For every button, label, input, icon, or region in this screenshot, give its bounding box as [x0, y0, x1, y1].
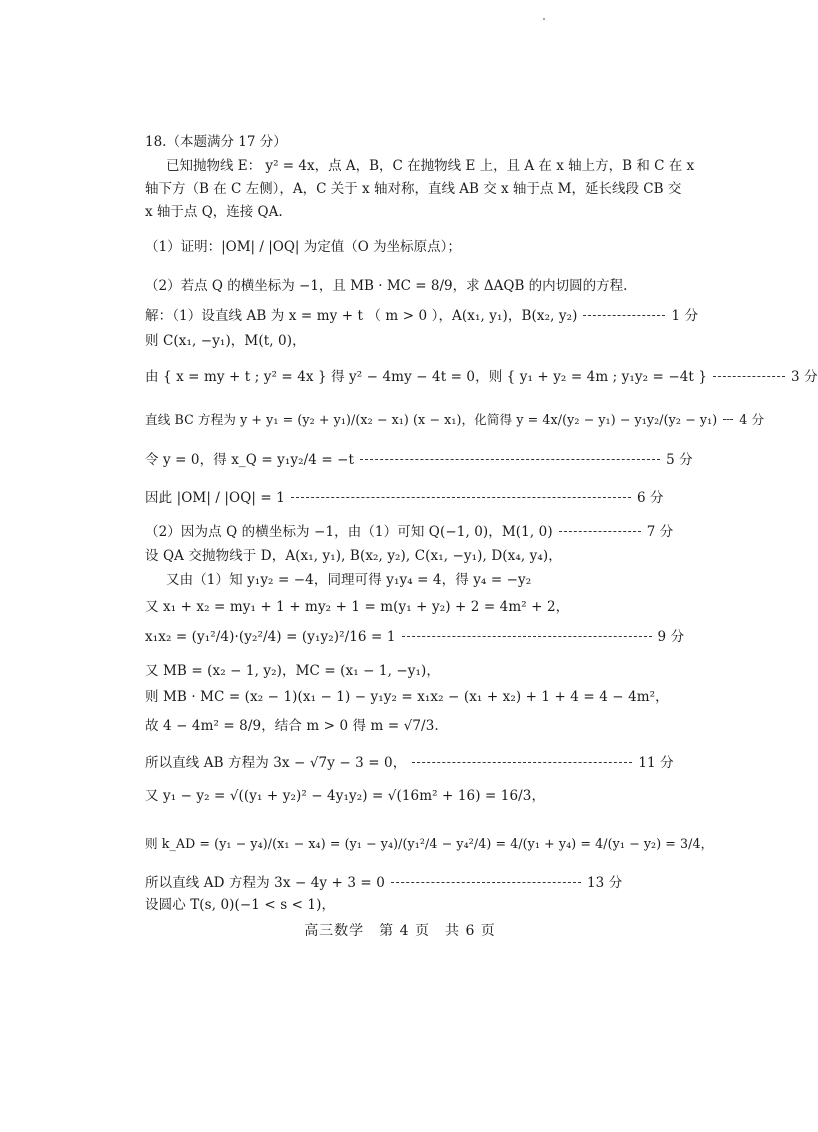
- solution-line-15-text: 所以直线 AB 方程为 3x − √7y − 3 = 0，: [145, 755, 407, 771]
- solution-line-6: [145, 489, 664, 507]
- solution-line-16: 又 y₁ − y₂ = √((y₁ + y₂)² − 4y₁y₂) = √(16m² + 16) = 16/3，: [145, 788, 546, 804]
- score-mark-7: 7 分: [646, 524, 674, 540]
- solution-line-10: 又 x₁ + x₂ = my₁ + 1 + my₂ + 1 = m(y₁ + y₂) + 2 = 4m² + 2，: [145, 599, 570, 615]
- solution-line-14: 故 4 − 4m² = 8/9，结合 m > 0 得 m = √7/3.: [145, 718, 439, 734]
- solution-line-19: 设圆心 T(s, 0)(−1 < s < 1)，: [145, 897, 336, 913]
- solution-line-17: 则 k_AD = (y₁ − y₄)/(x₁ − x₄) = (y₁ − y₄)/(y₁²/4 − y₄²/4) = 4/(y₁ + y₄) = 4/(y₁ − y₂) = 3/4，: [145, 836, 714, 851]
- problem-stem-line-3: x 轴于点 Q，连接 QA.: [145, 204, 283, 220]
- solution-line-18: [145, 874, 622, 892]
- solution-line-2: 则 C(x₁, −y₁)，M(t, 0)，: [145, 333, 306, 349]
- solution-line-18-text: 所以直线 AD 方程为 3x − 4y + 3 = 0: [145, 875, 385, 891]
- problem-stem-line-2: 轴下方（B 在 C 左侧），A，C 关于 x 轴对称，直线 AB 交 x 轴于点 M，延长线段 CB 交: [145, 181, 682, 197]
- score-leader: [723, 419, 733, 420]
- question-2: （2）若点 Q 的横坐标为 −1，且 MB · MC = 8/9，求 ΔAQB 的内切圆的方程.: [145, 278, 628, 294]
- scan-speck: [543, 18, 545, 20]
- solution-line-11-text: x₁x₂ = (y₁²/4)·(y₂²/4) = (y₁y₂)²/16 = 1: [145, 629, 396, 645]
- score-leader: [713, 376, 785, 377]
- problem-stem-line-1: 已知抛物线 E： y² = 4x，点 A，B，C 在抛物线 E 上，且 A 在 x 轴上方，B 和 C 在 x: [166, 158, 695, 174]
- solution-line-12: 又 MB = (x₂ − 1, y₂)，MC = (x₁ − 1, −y₁)，: [145, 663, 441, 679]
- question-1: （1）证明：|OM| / |OQ| 为定值（O 为坐标原点）；: [145, 239, 461, 255]
- score-mark-3: 3 分: [791, 369, 818, 385]
- solution-line-6-text: 因此 |OM| / |OQ| = 1: [145, 490, 285, 506]
- score-mark-1: 1 分: [671, 308, 699, 324]
- score-leader: [360, 459, 660, 460]
- solution-line-7-text: （2）因为点 Q 的横坐标为 −1，由（1）可知 Q(−1, 0)，M(1, 0): [145, 524, 553, 540]
- solution-line-1-text: 解：（1）设直线 AB 为 x = my + t （ m > 0 ），A(x₁, y₁)，B(x₂, y₂): [145, 308, 578, 324]
- solution-line-1: [145, 307, 698, 325]
- solution-line-8: 设 QA 交抛物线于 D，A(x₁, y₁), B(x₂, y₂), C(x₁, −y₁), D(x₄, y₄)，: [145, 548, 562, 564]
- score-leader: [391, 882, 581, 883]
- score-mark-4: 4 分: [739, 412, 765, 427]
- solution-line-7: [145, 523, 673, 541]
- solution-line-9: 又由（1）知 y₁y₂ = −4，同理可得 y₁y₄ = 4，得 y₄ = −y₂: [166, 572, 532, 588]
- score-mark-6: 6 分: [636, 490, 664, 506]
- score-leader: [291, 497, 631, 498]
- score-leader: [402, 636, 652, 637]
- score-leader: [412, 762, 632, 763]
- score-leader: [559, 531, 641, 532]
- score-mark-5: 5 分: [666, 452, 693, 468]
- score-mark-11: 11 分: [638, 755, 674, 771]
- score-mark-9: 9 分: [657, 629, 685, 645]
- solution-line-5-text: 令 y = 0，得 x_Q = y₁y₂/4 = −t: [145, 452, 355, 468]
- solution-line-3: [145, 368, 818, 386]
- score-leader: [583, 315, 665, 316]
- score-mark-13: 13 分: [586, 875, 623, 891]
- solution-line-13: 则 MB · MC = (x₂ − 1)(x₁ − 1) − y₁y₂ = x₁x₂ − (x₁ + x₂) + 1 + 4 = 4 − 4m²，: [145, 689, 669, 705]
- solution-line-3-text: 由 { x = my + t ; y² = 4x } 得 y² − 4my − 4t = 0，则 { y₁ + y₂ = 4m ; y₁y₂ = −4t }: [145, 369, 708, 385]
- solution-line-4-text: 直线 BC 方程为 y + y₁ = (y₂ + y₁)/(x₂ − x₁) (x − x₁)，化简得 y = 4x/(y₂ − y₁) − y₁y₂/(y₂ − y₁): [145, 412, 718, 427]
- page-footer: 高三数学 第 4 页 共 6 页: [304, 923, 496, 939]
- problem-header: 18.（本题满分 17 分）: [145, 134, 287, 150]
- solution-line-5: [145, 451, 693, 469]
- solution-line-11: [145, 628, 684, 646]
- solution-line-15: [145, 754, 674, 772]
- solution-line-4: [145, 411, 764, 429]
